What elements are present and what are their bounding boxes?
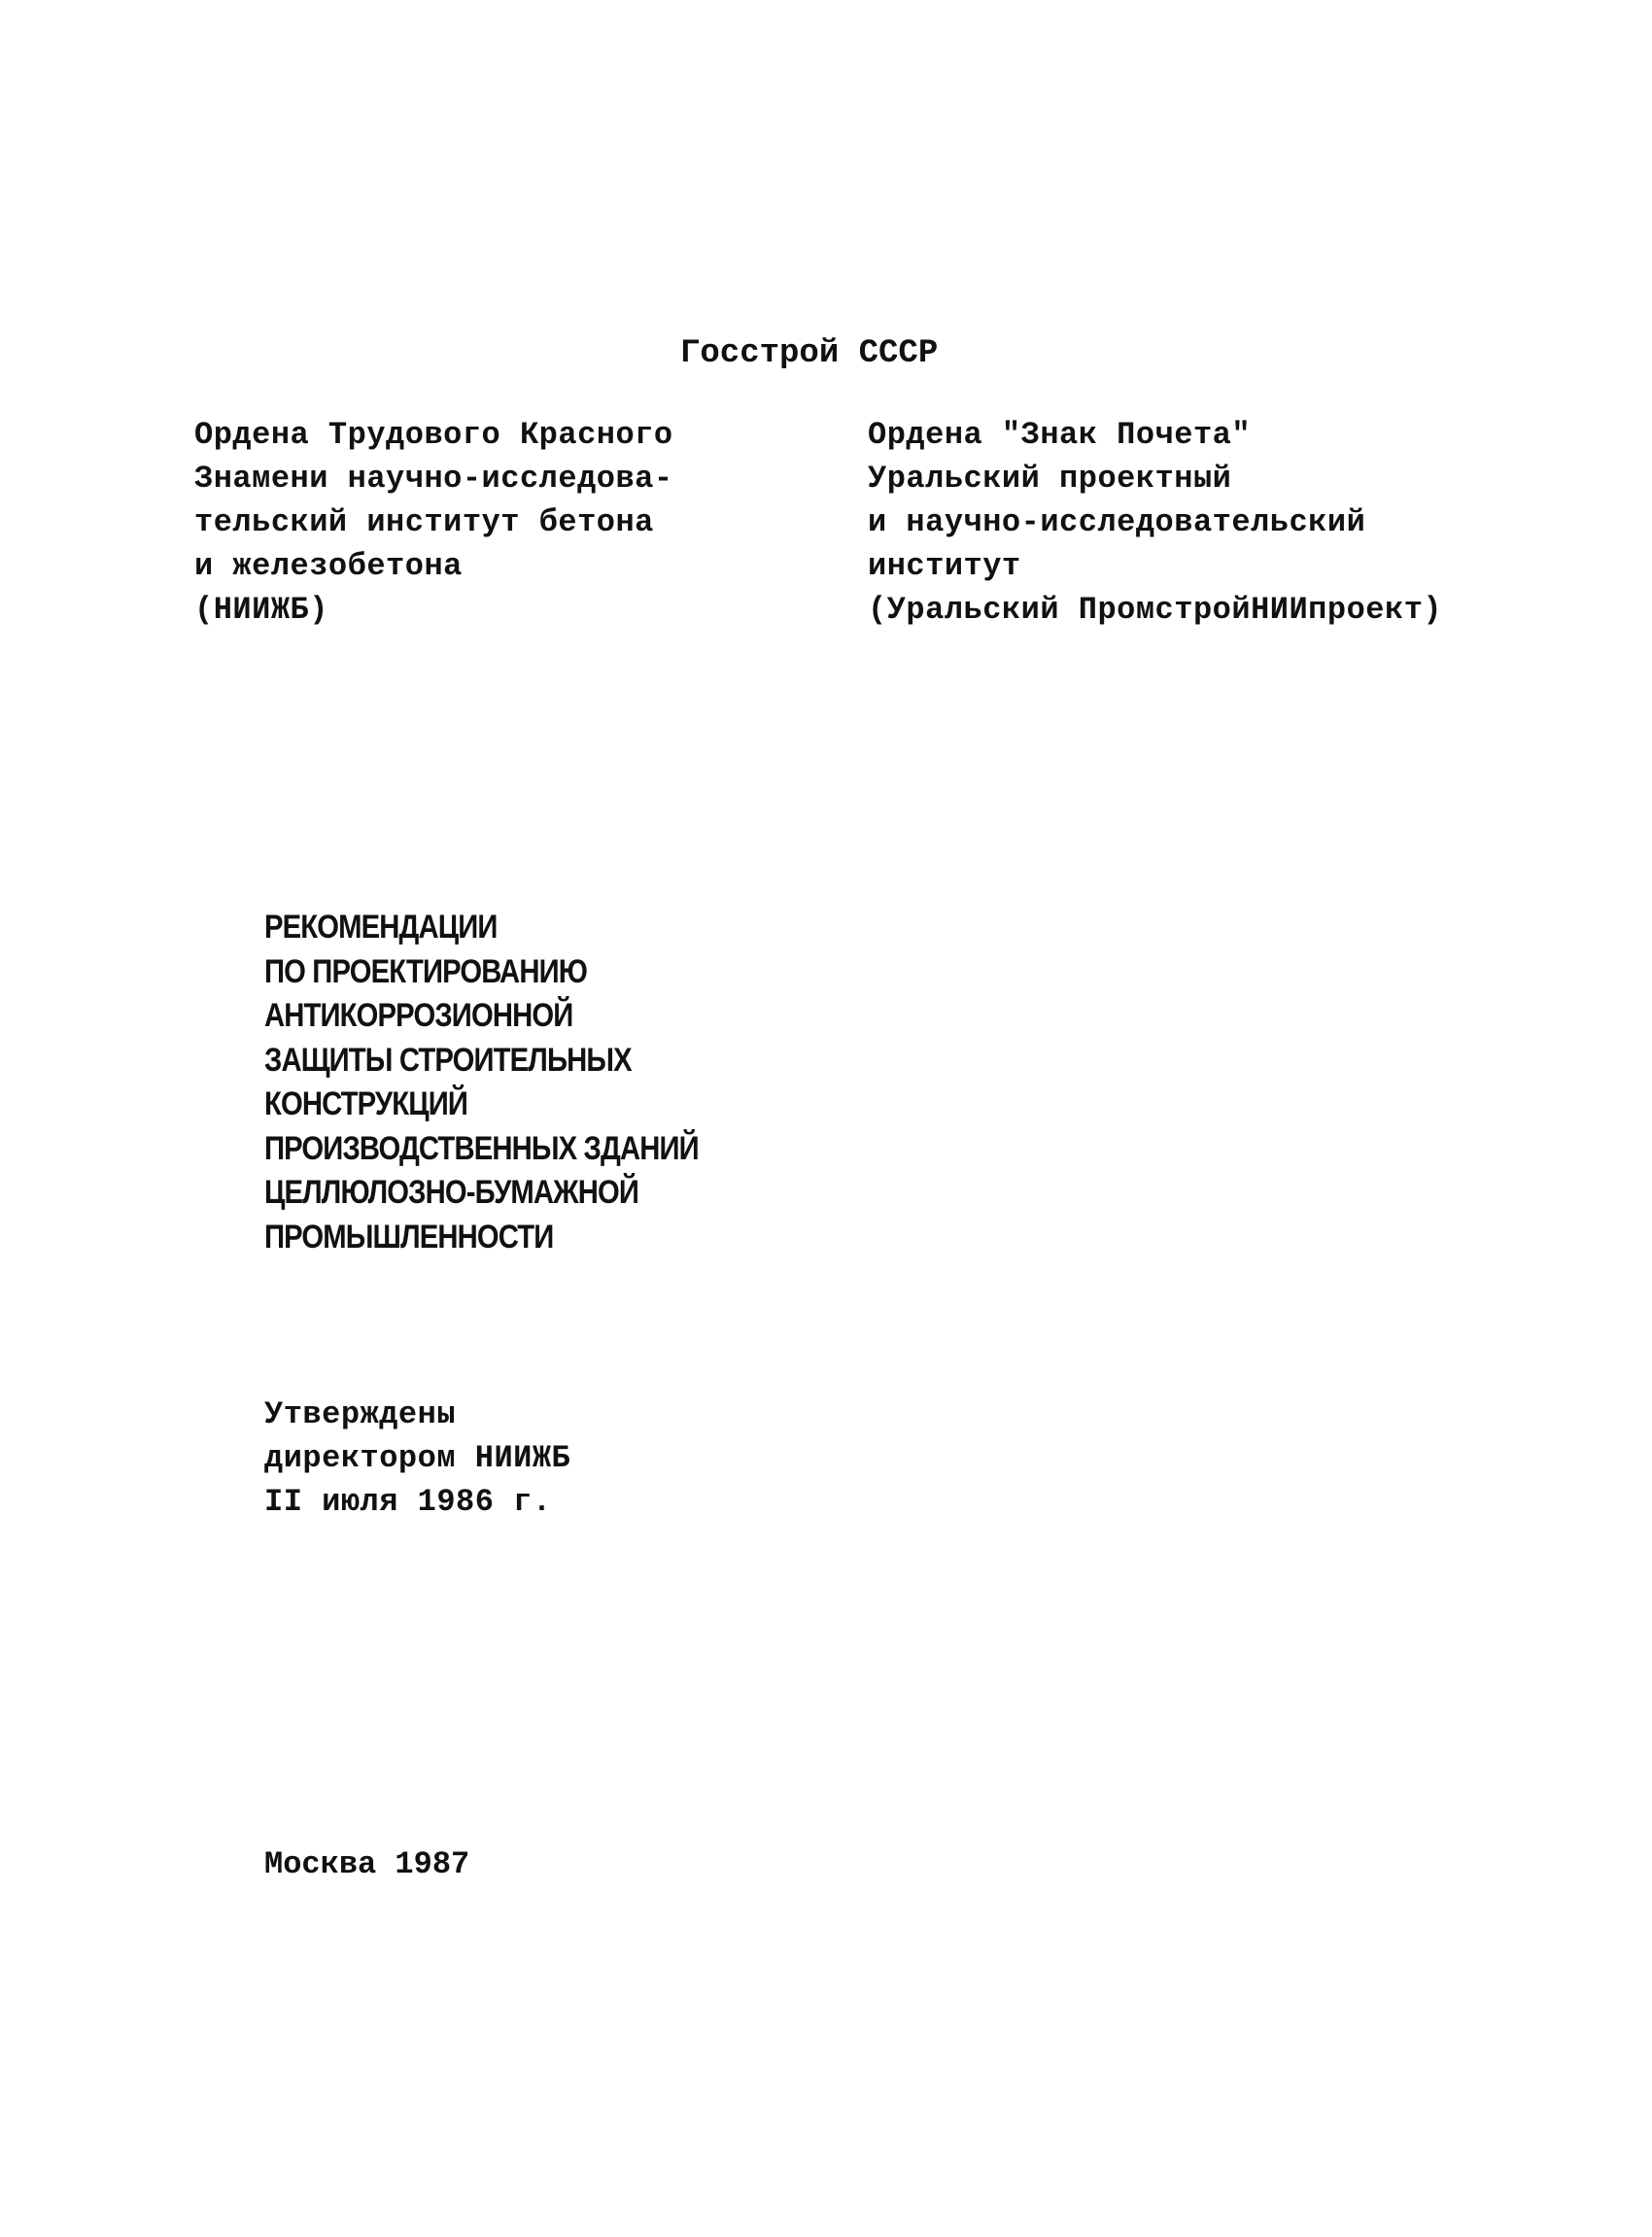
document-title-line: КОНСТРУКЦИЙ bbox=[264, 1085, 468, 1122]
org-right-line: институт bbox=[868, 548, 1021, 584]
document-title bbox=[264, 906, 770, 1259]
org-left-line: тельский институт бетона bbox=[194, 504, 654, 540]
organization-right bbox=[868, 413, 1442, 632]
document-title-line: АНТИКОРРОЗИОННОЙ bbox=[264, 997, 573, 1034]
document-title-line: РЕКОМЕНДАЦИИ bbox=[264, 909, 498, 946]
approval-block bbox=[264, 1393, 570, 1524]
header-title: Госстрой СССР bbox=[680, 335, 939, 372]
document-title-line: ПО ПРОЕКТИРОВАНИЮ bbox=[264, 952, 588, 990]
org-right-line: и научно-исследовательский bbox=[868, 504, 1366, 540]
place-year: Москва 1987 bbox=[264, 1846, 470, 1882]
organization-left bbox=[194, 413, 673, 632]
org-right-line: Ордена "Знак Почета" bbox=[868, 417, 1252, 453]
approval-line: директором НИИЖБ bbox=[264, 1440, 571, 1476]
org-left-line: и железобетона bbox=[194, 548, 463, 584]
org-left-line: Ордена Трудового Красного bbox=[194, 417, 673, 453]
document-title-line: ЦЕЛЛЮЛОЗНО-БУМАЖНОЙ bbox=[264, 1174, 639, 1211]
document-title-line: ЗАЩИТЫ СТРОИТЕЛЬНЫХ bbox=[264, 1041, 632, 1079]
document-title-line: ПРОМЫШЛЕННОСТИ bbox=[264, 1218, 554, 1256]
org-left-line: Знамени научно-исследова- bbox=[194, 461, 673, 497]
document-title-line: ПРОИЗВОДСТВЕННЫХ ЗДАНИЙ bbox=[264, 1129, 699, 1167]
org-right-line: (Уральский ПромстройНИИпроект) bbox=[868, 592, 1443, 628]
approval-line: Утверждены bbox=[264, 1396, 457, 1432]
org-left-line: (НИИЖБ) bbox=[194, 592, 328, 628]
approval-line: II июля 1986 г. bbox=[264, 1484, 552, 1520]
org-right-line: Уральский проектный bbox=[868, 461, 1232, 497]
